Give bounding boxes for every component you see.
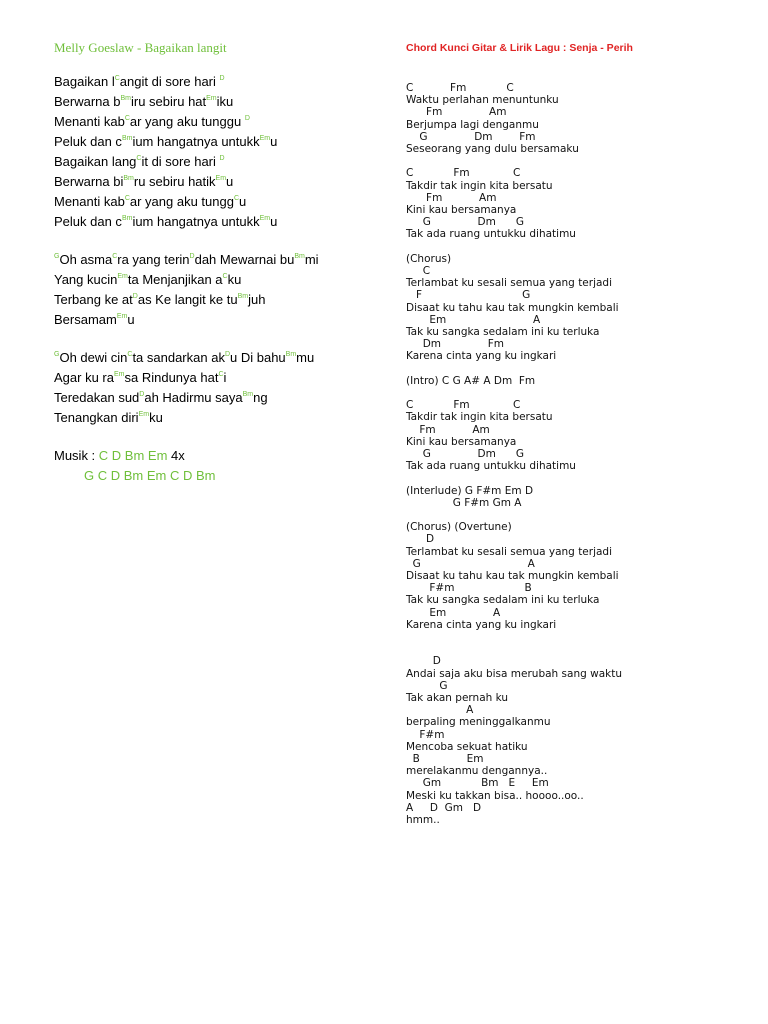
chord-mark: Em [259, 215, 271, 222]
chord-mark: Em [259, 135, 271, 142]
chord-sheet-line: Mencoba sekuat hatiku [406, 740, 528, 753]
chord-mark: C [112, 253, 118, 260]
chord-mark: C [124, 195, 130, 202]
chord-mark: D [244, 115, 250, 122]
chord-sheet-line [406, 643, 756, 655]
chord-sheet-line: C Fm C [406, 82, 514, 94]
musik-line-1 [54, 446, 384, 466]
chord-mark: Bm [242, 391, 254, 398]
musik-chords-1: C D Bm Em [98, 448, 168, 463]
right-song-title: Chord Kunci Gitar & Lirik Lagu : Senja - Perih [406, 42, 633, 54]
lyric-line: Teredakan sud$^D$ah Hadirmu saya$^{Bm}$ng [54, 390, 268, 405]
left-lyrics [54, 72, 384, 446]
chord-sheet-line: Tak ku sangka sedalam ini ku terluka [406, 326, 600, 339]
chord-sheet-line: D [406, 533, 435, 546]
chord-mark: Bm [237, 293, 249, 300]
lyric-line: Berwarna $bi^{Bm}ru$ sebiru hatik$^{Em}$u [54, 174, 234, 189]
chord-mark: Bm [285, 351, 297, 358]
verse-gap [54, 330, 384, 348]
chord-sheet-line: berpaling meninggalkanmu [406, 716, 551, 729]
left-song-title: Melly Goeslaw - Bagaikan langit [54, 40, 227, 55]
chord-sheet-line: C Fm C [406, 167, 521, 180]
chord-sheet-line [406, 509, 756, 521]
musik-label: Musik : [54, 448, 99, 463]
chord-mark: Bm [121, 215, 133, 222]
chord-mark: Em [206, 95, 217, 102]
chord-sheet-line: Kini kau bersamanya [406, 435, 517, 448]
chord-sheet-line: G Dm G [406, 448, 525, 461]
lyric-line: Peluk dan $c^{Bm}ium$ hangatnya untukk$^{Em}$u [54, 214, 278, 229]
chord-sheet-line: Gm Bm E Em [406, 777, 549, 790]
chord-mark: D [219, 75, 225, 82]
lyric-line: Menanti kab$^C$ar yang aku tunggu $^D$ [54, 114, 250, 129]
chord-mark: C [233, 195, 240, 202]
chord-sheet-line: Karena cinta yang ku ingkari [406, 618, 557, 631]
chord-mark: D [139, 391, 145, 398]
musik-count: 4x [167, 448, 185, 463]
lyric-line: Agar ku $ra^{Em}sa$ Rindunya hat$^C$i [54, 370, 227, 385]
chord-sheet-line: Fm Am [406, 106, 507, 119]
chord-sheet-line: hmm.. [406, 814, 440, 827]
chord-sheet-line: Waktu perlahan menuntunku [406, 94, 559, 107]
chord-mark: Em [116, 313, 128, 320]
chord-sheet-line: Tak ada ruang untukku dihatimu [406, 460, 576, 473]
chord-mark: D [189, 253, 195, 260]
chord-sheet-line: Andai saja aku bisa merubah sang waktu [406, 667, 622, 680]
chord-sheet-line [406, 241, 756, 253]
chord-sheet-line: G Dm Fm [406, 130, 536, 143]
chord-sheet-line: Fm Am [406, 423, 490, 436]
chord-mark: C [218, 371, 224, 378]
lyric-line: Terbang ke $at^Das$ Ke langit ke $tu^{Bm}juh$ [54, 292, 266, 307]
chord-sheet-line: B Em [406, 753, 484, 766]
chord-sheet-line: (Chorus) (Overtune) [406, 521, 512, 534]
chord-sheet-line: Fm Am [406, 191, 497, 204]
chord-sheet-line: (Interlude) G F#m Em D [406, 484, 534, 497]
chord-sheet-line: Tak akan pernah ku [406, 692, 509, 705]
chord-sheet-line: D [406, 655, 441, 668]
chord-sheet-line: G Dm G [406, 216, 525, 229]
verse-gap [54, 232, 384, 250]
chord-sheet-line: A [406, 704, 474, 717]
left-column [54, 40, 384, 486]
lyric-line: $^G$Oh asma$^C$ra yang terin$^D$dah Mewarnai $bu^{Bm}mi$ [54, 252, 319, 267]
musik-chords-2: G C D Bm Em C D Bm [84, 468, 216, 483]
lyric-line: Menanti kab$^C$ar yang aku tungg$^C$u [54, 194, 247, 209]
chord-sheet-line: G A [406, 557, 535, 570]
lyric-line: $^G$Oh dewi cin$^C$ta sandarkan $ak^Du$ Di bahu$^{Bm}$mu [54, 350, 315, 365]
chord-sheet-line: Karena cinta yang ku ingkari [406, 350, 557, 363]
lyric-line: Peluk dan $c^{Bm}ium$ hangatnya untukk$^{Em}$u [54, 134, 278, 149]
right-column [406, 42, 756, 826]
chord-sheet-line: Takdir tak ingin kita bersatu [406, 411, 553, 424]
lyric-line: Bagaikan lang$^C$it di sore hari $^D$ [54, 154, 225, 169]
chord-mark: C [124, 115, 130, 122]
chord-sheet-line: C [406, 265, 431, 278]
right-chord-sheet [406, 82, 756, 826]
chord-mark: G [54, 351, 60, 358]
chord-mark: Bm [294, 253, 305, 260]
lyric-line: Tenangkan diri$^{Em}$ku [54, 410, 163, 425]
chord-sheet-line: Disaat ku tahu kau tak mungkin kembali [406, 570, 619, 583]
chord-sheet-line: F G [406, 289, 531, 302]
chord-sheet-line: G F#m Gm A [406, 496, 522, 509]
chord-sheet-line: F#m [406, 728, 445, 741]
chord-mark: D [224, 351, 231, 358]
chord-mark: G [54, 253, 60, 260]
chord-sheet-line [406, 363, 756, 375]
chord-sheet-line: (Intro) C G A# A Dm Fm [406, 374, 536, 387]
chord-mark: D [132, 293, 138, 300]
lyric-line: Bagaikan $l^Cangit$ di sore hari $^D$ [54, 74, 225, 89]
chord-sheet-line: Kini kau bersamanya [406, 204, 517, 217]
chord-mark: C [136, 155, 142, 162]
chord-mark: C [114, 75, 120, 82]
chord-sheet-line: C Fm C [406, 399, 521, 412]
verse-gap [54, 428, 384, 446]
lyric-line: Yang kucin$^{Em}$ta Menjanjikan $a^Cku$ [54, 272, 242, 287]
chord-sheet-line [406, 387, 756, 399]
chord-sheet-line: Em A [406, 313, 541, 326]
chord-mark: Bm [123, 175, 134, 182]
chord-sheet-line: Disaat ku tahu kau tak mungkin kembali [406, 301, 619, 314]
chord-mark: Bm [120, 95, 131, 102]
chord-sheet-line: Terlambat ku sesali semua yang terjadi [406, 277, 613, 290]
chord-mark: Em [138, 411, 150, 418]
chord-sheet-line [406, 631, 756, 643]
chord-sheet-line: Berjumpa lagi denganmu [406, 118, 539, 131]
chord-sheet-line [406, 155, 756, 167]
chord-mark: C [222, 273, 228, 280]
chord-mark: Em [117, 273, 128, 280]
chord-sheet-line: (Chorus) [406, 252, 452, 265]
chord-sheet-line: merelakanmu dengannya.. [406, 765, 548, 778]
chord-sheet-line: Tak ada ruang untukku dihatimu [406, 228, 576, 241]
chord-sheet-line: Em A [406, 606, 501, 619]
chord-sheet-line: Dm Fm [406, 338, 504, 351]
chord-mark: D [219, 155, 225, 162]
chord-mark: Bm [121, 135, 133, 142]
chord-sheet-line: Tak ku sangka sedalam ini ku terluka [406, 594, 600, 607]
chord-sheet-line: Takdir tak ingin kita bersatu [406, 179, 553, 192]
chord-sheet-line: A D Gm D [406, 801, 482, 814]
lyric-line: Bersamam$^{Em}$u [54, 312, 135, 327]
chord-sheet-line: Meski ku takkan bisa.. hoooo..oo.. [406, 789, 584, 802]
chord-mark: C [127, 351, 133, 358]
chord-sheet-line: F#m B [406, 582, 532, 595]
chord-sheet-line [406, 472, 756, 484]
chord-mark: Em [215, 175, 227, 182]
chord-sheet-line: Seseorang yang dulu bersamaku [406, 143, 579, 156]
chord-sheet-line: G [406, 679, 448, 692]
chord-mark: Em [113, 371, 125, 378]
lyric-line: Berwarna $b^{Bm}iru$ sebiru hat$^{Em}$iku [54, 94, 234, 109]
chord-sheet-line: Terlambat ku sesali semua yang terjadi [406, 545, 613, 558]
